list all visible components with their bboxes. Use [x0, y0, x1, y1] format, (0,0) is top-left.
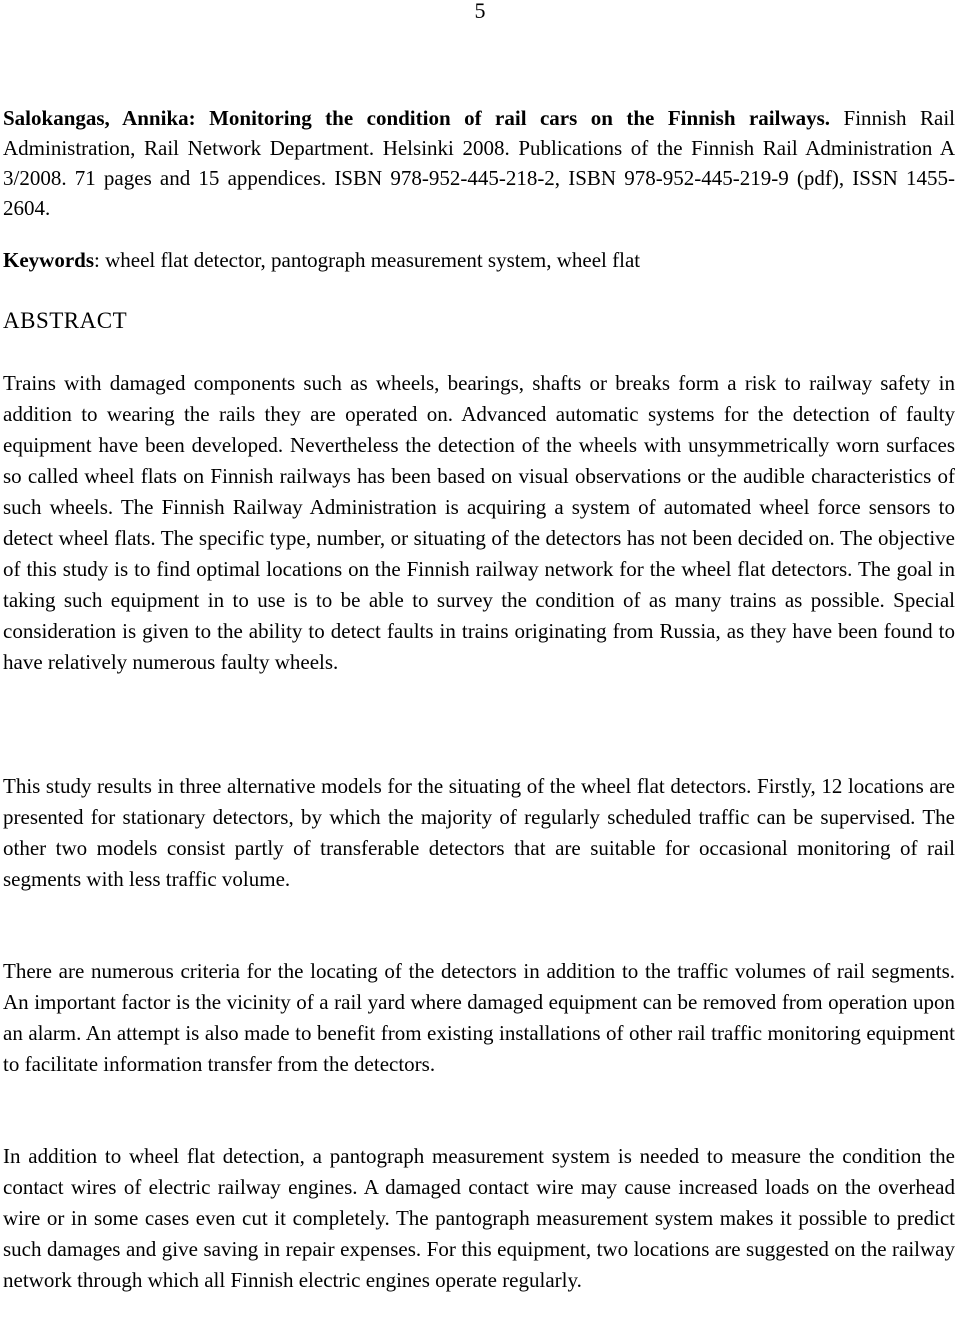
keywords-text: : wheel flat detector, pantograph measurement system, wheel flat: [94, 248, 641, 272]
page-number: 5: [474, 0, 486, 23]
abstract-heading: ABSTRACT: [3, 308, 128, 333]
citation-details: Finnish Rail Administration, Rail Network Department. Helsinki 2008. Publications of the Finnish Rail Administration A 3/2008. 71 pages and 15 appendices. ISBN 978-952-445-218-2, ISBN 978-952-445-219-9 (pdf), ISSN 1455-2604.: [3, 106, 955, 220]
abstract-paragraph-1: Trains with damaged components such as wheels, bearings, shafts or breaks form a risk to railway safety in addition to wearing the rails they are operated on. Advanced automatic systems for the detection of faulty equipment have been developed. Nevertheless the detection of the wheels with unsymmetrically worn surfaces so called wheel flats on Finnish railways has been based on visual observations or the audible characteristics of such wheels. The Finnish Railway Administration is acquiring a system of automated wheel force sensors to detect wheel flats. The specific type, number, or situating of the detectors has not been decided on. The objective of this study is to find optimal locations on the Finnish railway network for the wheel flat detectors. The goal in taking such equipment in to use is to be able to survey the condition of as many trains as possible. Special consideration is given to the ability to detect faults in trains originating from Russia, as they have been found to have relatively numerous faulty wheels.: [3, 371, 955, 674]
citation: [3, 103, 955, 223]
keywords-label: Keywords: [3, 248, 94, 272]
keywords-line: [3, 245, 955, 275]
citation-author-title: Salokangas, Annika: Monitoring the condition of rail cars on the Finnish railways.: [3, 106, 831, 130]
abstract-paragraph-2: This study results in three alternative models for the situating of the wheel flat detectors. Firstly, 12 locations are presented for stationary detectors, by which the majority of regularly scheduled traffic can be supervised. The other two models consist partly of transferable detectors that are suitable for occasional monitoring of rail segments with less traffic volume.: [3, 774, 955, 891]
abstract-paragraph-4: In addition to wheel flat detection, a pantograph measurement system is needed to measure the condition the contact wires of electric railway engines. A damaged contact wire may cause increased loads on the overhead wire or in some cases even cut it completely. The pantograph measurement system makes it possible to predict such damages and give saving in repair expenses. For this equipment, two locations are suggested on the railway network through which all Finnish electric engines operate regularly.: [3, 1144, 955, 1292]
abstract-paragraph-3: There are numerous criteria for the locating of the detectors in addition to the traffic volumes of rail segments. An important factor is the vicinity of a rail yard where damaged equipment can be removed from operation upon an alarm. An attempt is also made to benefit from existing installations of other rail traffic monitoring equipment to facilitate information transfer from the detectors.: [3, 959, 955, 1076]
